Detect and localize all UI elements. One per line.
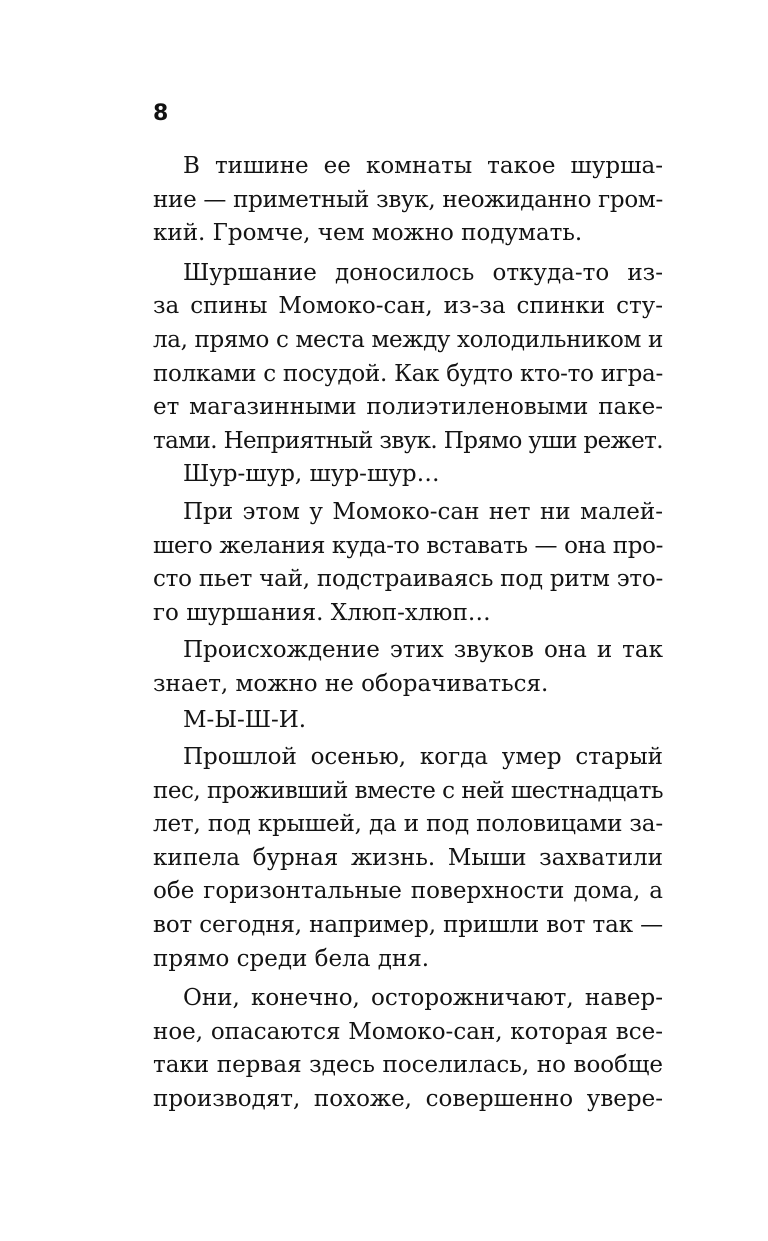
text-line: го шуршания. Хлюп-хлюп… — [153, 599, 491, 626]
text-line: ет магазинными полиэтиленовыми паке- — [153, 394, 663, 421]
text-line: Они, конечно, осторожничают, навер- — [183, 985, 663, 1012]
text-line: сто пьет чай, подстраиваясь под ритм это- — [153, 566, 663, 593]
text-line: Прошлой осенью, когда умер старый — [183, 744, 663, 771]
text-line: таки первая здесь поселилась, но вообще — [153, 1052, 663, 1079]
text-line: прямо среди бела дня. — [153, 945, 430, 972]
text-line: за спины Момоко-сан, из-за спинки сту- — [153, 293, 663, 320]
text-line: вот сегодня, например, пришли вот так — — [153, 912, 663, 939]
paragraph-6 — [153, 704, 663, 738]
paragraph-1 — [153, 150, 663, 251]
text-line: тами. Неприятный звук. Прямо уши режет. — [153, 427, 663, 454]
text-line: Шуршание доносилось откуда-то из- — [183, 259, 663, 286]
body-text — [153, 150, 663, 1117]
paragraph-4 — [153, 496, 663, 630]
text-line: Происхождение этих звуков она и так — [183, 637, 663, 664]
text-line: шего желания куда-то вставать — она про- — [153, 532, 663, 559]
paragraph-5 — [153, 634, 663, 701]
page-number: 8 — [153, 101, 169, 126]
text-line: кий. Громче, чем можно подумать. — [153, 220, 583, 247]
text-line: М-Ы-Ш-И. — [183, 706, 307, 733]
paragraph-3 — [153, 458, 663, 492]
text-line: кипела бурная жизнь. Мыши захватили — [153, 844, 663, 871]
text-line: ние — приметный звук, неожиданно гром- — [153, 186, 663, 213]
text-line: При этом у Момоко-сан нет ни малей- — [183, 498, 663, 525]
text-line: лет, под крышей, да и под половицами за- — [153, 811, 663, 838]
paragraph-2 — [153, 257, 663, 459]
text-line: производят, похоже, совершенно увере- — [153, 1086, 663, 1113]
text-line: ное, опасаются Момоко-сан, которая все- — [153, 1018, 663, 1045]
text-line: обе горизонтальные поверхности дома, а — [153, 878, 663, 905]
text-line: полками с посудой. Как будто кто-то игра- — [153, 360, 663, 387]
text-line: Шур-шур, шур-шур… — [183, 461, 440, 488]
paragraph-8 — [153, 982, 663, 1116]
text-line: пес, проживший вместе с ней шестнадцать — [153, 777, 663, 804]
text-line: В тишине ее комнаты такое шурша- — [183, 153, 663, 179]
text-line: знает, можно не оборачиваться. — [153, 670, 549, 697]
text-line: ла, прямо с места между холодильником и — [153, 326, 663, 353]
paragraph-7 — [153, 741, 663, 976]
